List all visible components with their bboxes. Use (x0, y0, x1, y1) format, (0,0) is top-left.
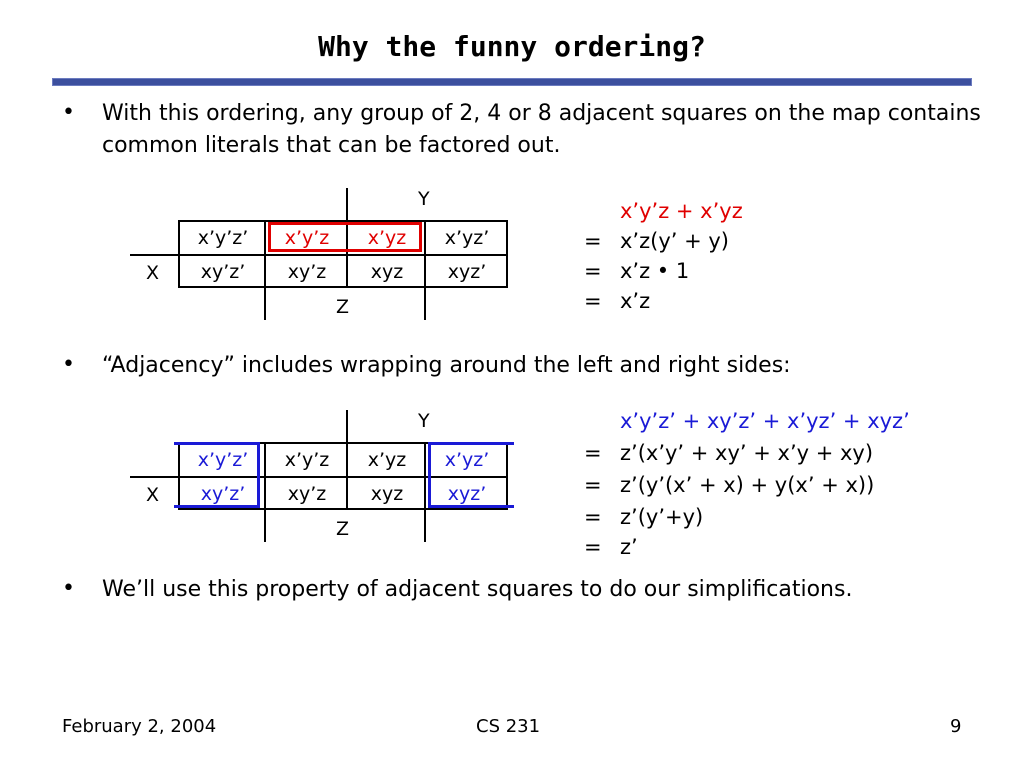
equation-head: x’y’z’ + xy’z’ + x’yz’ + xyz’ (620, 409, 910, 433)
equation-step: x’z (620, 289, 651, 313)
kmap-cell: xyz’ (447, 261, 487, 283)
y-bracket-left (346, 188, 348, 220)
kmap-z-label: Z (336, 518, 350, 540)
kmap-cell: x’yz (367, 449, 407, 471)
footer-date: February 2, 2004 (62, 716, 217, 737)
bullet-marker: • (62, 100, 75, 125)
kmap-cell: x’y’z’ (197, 227, 249, 249)
equation-step: z’(x’y’ + xy’ + x’y + xy) (620, 441, 874, 465)
equals-sign: = (584, 441, 602, 465)
equation-step: x’z(y’ + y) (620, 229, 729, 253)
kmap-x-label: X (146, 484, 160, 506)
equals-sign: = (584, 505, 602, 529)
y-bracket-left (346, 410, 348, 442)
kmap-x-label: X (146, 262, 160, 284)
bullet-text-2: “Adjacency” includes wrapping around the left and right sides: (102, 353, 791, 378)
equals-sign: = (584, 473, 602, 497)
kmap-cell: xy’z (287, 483, 327, 505)
kmap-cell: x’y’z’ (197, 449, 249, 471)
kmap-cell: xy’z (287, 261, 327, 283)
red-group-box (268, 222, 422, 252)
bullet-text-1: With this ordering, any group of 2, 4 or 8 adjacent squares on the map contains common literals that can be factored out. (102, 101, 981, 158)
bullet-text-3: We’ll use this property of adjacent squares to do our simplifications. (102, 577, 853, 602)
kmap-cell: x’yz’ (444, 449, 490, 471)
kmap-cell: x’y’z (284, 227, 330, 249)
grid-line (130, 254, 508, 256)
slide-title: Why the funny ordering? (318, 30, 706, 63)
grid-line (178, 220, 180, 288)
grid-line (178, 286, 508, 288)
kmap-cell: x’yz (367, 227, 407, 249)
footer-course: CS 231 (476, 716, 541, 737)
equation-step: z’(y’+y) (620, 505, 704, 529)
kmap-y-label: Y (418, 188, 430, 210)
grid-line (178, 508, 508, 510)
equals-sign: = (584, 259, 602, 283)
bullet-marker: • (62, 352, 75, 377)
equals-sign: = (584, 289, 602, 313)
kmap-cell: xy’z’ (200, 261, 246, 283)
kmap-z-label: Z (336, 296, 350, 318)
kmap-2 (130, 408, 530, 548)
equation-head: x’y’z + x’yz (620, 199, 743, 223)
kmap-1 (130, 186, 530, 326)
footer-page-number: 9 (950, 716, 962, 737)
kmap-cell: xyz (370, 261, 404, 283)
kmap-cell: xy’z’ (200, 483, 246, 505)
title-divider (52, 78, 972, 86)
equals-sign: = (584, 535, 602, 559)
kmap-cell: x’yz’ (444, 227, 490, 249)
equation-step: z’ (620, 535, 638, 559)
bullet-marker: • (62, 576, 75, 601)
blue-group-left (174, 442, 260, 508)
kmap-y-label: Y (418, 410, 430, 432)
kmap-cell: x’y’z (284, 449, 330, 471)
kmap-cell: xyz’ (447, 483, 487, 505)
equation-step: z’(y’(x’ + x) + y(x’ + x)) (620, 473, 875, 497)
blue-group-right (428, 442, 514, 508)
kmap-cell: xyz (370, 483, 404, 505)
equals-sign: = (584, 229, 602, 253)
equation-step: x’z • 1 (620, 259, 690, 283)
